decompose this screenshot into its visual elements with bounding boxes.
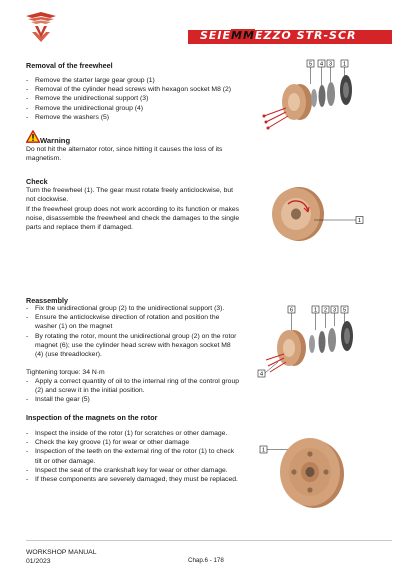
edition-date: 01/2023 [26, 558, 51, 565]
callout-1 [312, 306, 319, 314]
rotor-inspection-figure [256, 420, 366, 520]
list-item: - Inspect the seat of the crankshaft key for wear or other damage. [26, 466, 240, 475]
model-name [200, 29, 357, 42]
warning-text: Do not hit the alternator rotor, since hitting it causes the loss of its magnetism. [26, 146, 223, 163]
footer-divider [26, 540, 392, 541]
freewheel-reassembly-figure [256, 304, 366, 384]
eagle-logo-icon [24, 10, 58, 44]
list-item: - Apply a correct quantity of oil to the internal ring of the control group (2) and screw it in the initial position. [26, 377, 240, 395]
callout-label: 4 [259, 371, 264, 378]
page-header [0, 0, 416, 52]
inspection-steps [26, 429, 240, 484]
manual-label: WORKSHOP MANUAL [26, 549, 97, 556]
model-name-part-2: MM [231, 29, 255, 42]
callout-label: 5 [342, 307, 347, 314]
callout-4 [318, 60, 325, 68]
callout-1 [341, 60, 348, 68]
callout-label: 6 [289, 307, 294, 314]
callout-label: 1 [357, 218, 362, 224]
list-item: - Remove the unidirectional group (4) [26, 104, 241, 113]
list-item: - Inspect the inside of the rotor (1) for scratches or other damage. [26, 429, 240, 438]
reassembly-steps-continued [26, 377, 240, 405]
check-text-2: If the freewheel group does not work according to its function or makes noise, disassemble the freewheel and check the damages to the single parts and replace them if damaged. [26, 206, 240, 232]
callout-3 [331, 306, 338, 314]
check-text-1: Turn the freewheel (1). The gear must rotate freely anticlockwise, but not clockwise. [26, 187, 234, 204]
reassembly-steps [26, 304, 240, 359]
callout-label: 3 [332, 307, 337, 314]
callout-5 [341, 306, 348, 314]
callout-label: 5 [308, 61, 313, 68]
list-item: - Check the key groove (1) for wear or other damage [26, 438, 240, 447]
freewheel-check-figure [256, 182, 366, 246]
callout-4 [258, 370, 265, 378]
callout-5 [307, 60, 314, 68]
callout-3 [327, 60, 334, 68]
callout-1 [260, 446, 267, 454]
callout-2 [322, 306, 329, 314]
list-item: - By rotating the rotor, mount the unidirectional group (2) on the rotor magnet (6); use the cylinder head screw with hexagon socket M8 (4) (use threadlocker). [26, 332, 240, 360]
list-item: - Removal of the cylinder head screws with hexagon socket M8 (2) [26, 85, 241, 94]
freewheel-removal-figure [256, 58, 366, 138]
removal-title: Removal of the freewheel [26, 61, 113, 70]
warning-title: Warning [40, 136, 71, 145]
callout-label: 1 [313, 307, 318, 314]
list-item: - Fix the unidirectional group (2) to the unidirectional support (3). [26, 304, 240, 313]
model-name-part-1: SEIE [200, 29, 232, 42]
tightening-torque: Tightening torque: 34 N·m [26, 369, 105, 376]
reassembly-title: Reassembly [26, 296, 68, 305]
footer-info [26, 548, 97, 566]
check-title: Check [26, 177, 48, 186]
inspection-title: Inspection of the magnets on the rotor [26, 413, 158, 422]
list-item: - Remove the starter large gear group (1) [26, 76, 241, 85]
callout-6 [288, 306, 295, 314]
callout-1 [356, 217, 363, 225]
removal-steps [26, 76, 241, 122]
callout-label: 2 [323, 307, 328, 314]
list-item: - If these components are severely damaged, they must be replaced. [26, 475, 240, 484]
callout-label: 1 [342, 61, 347, 68]
callout-label: 3 [328, 61, 333, 68]
callout-label: 4 [319, 61, 324, 68]
list-item: - Install the gear (5) [26, 395, 240, 404]
list-item: - Ensure the anticlockwise direction of rotation and position the washer (1) on the magnet [26, 313, 240, 331]
list-item: - Remove the washers (5) [26, 113, 241, 122]
callout-label: 1 [261, 447, 266, 454]
page-number: Chap.6 - 178 [188, 557, 224, 564]
model-name-part-3: EZZO STR-SCR [254, 29, 357, 42]
list-item: - Inspection of the teeth on the external ring of the rotor (1) to check tilt or other damage. [26, 447, 240, 465]
list-item: - Remove the unidirectional support (3) [26, 94, 241, 103]
warning-icon [26, 130, 40, 143]
